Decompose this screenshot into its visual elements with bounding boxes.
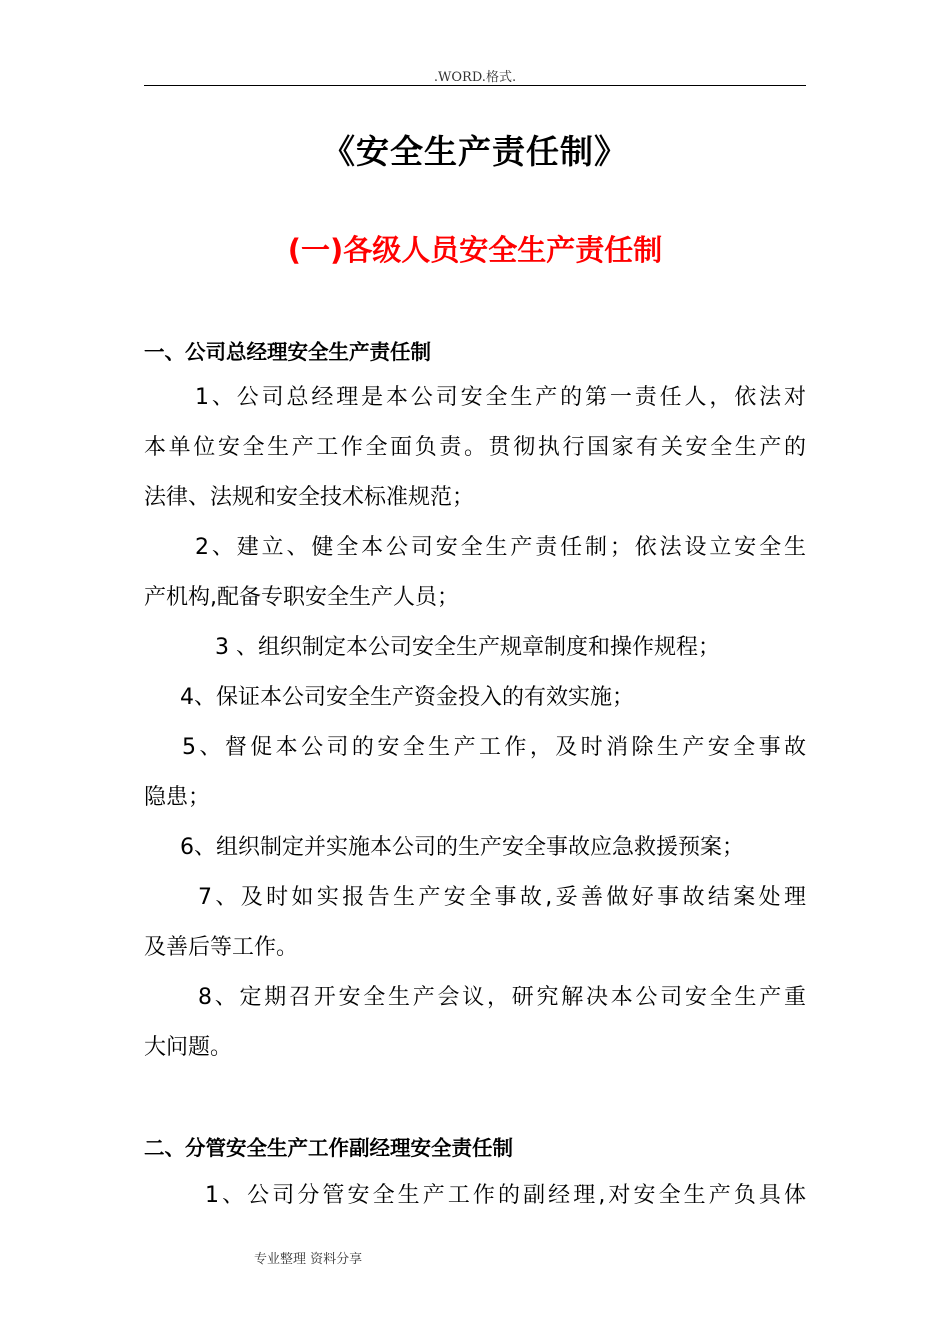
- paragraph-line: 法律、法规和安全技术标准规范；: [144, 485, 475, 510]
- paragraph-line: 产机构,配备专职安全生产人员；: [144, 585, 459, 610]
- paragraph-line: 2、建立、健全本公司安全生产责任制；依法设立安全生: [195, 535, 806, 560]
- paragraph-line: 3 、组织制定本公司安全生产规章制度和操作规程；: [215, 635, 720, 660]
- paragraph-line: 1、公司总经理是本公司安全生产的第一责任人，依法对: [195, 385, 806, 410]
- header-divider: [144, 85, 806, 86]
- paragraph-line: 本单位安全生产工作全面负责。贯彻执行国家有关安全生产的: [144, 435, 806, 460]
- paragraph-line: 8、定期召开安全生产会议，研究解决本公司安全生产重: [198, 985, 806, 1010]
- page-footer: 专业整理 资料分享: [254, 1252, 363, 1267]
- section-title: (一)各级人员安全生产责任制: [287, 233, 663, 267]
- paragraph-line: 隐患；: [144, 785, 211, 810]
- paragraph-line: 4、保证本公司安全生产资金投入的有效实施；: [180, 685, 634, 710]
- paragraph-line: 6、组织制定并实施本公司的生产安全事故应急救援预案；: [180, 835, 744, 860]
- paragraph-line: 大问题。: [144, 1035, 233, 1060]
- part2-heading: 二、分管安全生产工作副经理安全责任制: [144, 1136, 513, 1160]
- paragraph-line: 1、公司分管安全生产工作的副经理,对安全生产负具体: [205, 1183, 806, 1208]
- paragraph-line: 及善后等工作。: [144, 935, 299, 960]
- page-header: .WORD.格式.: [433, 70, 517, 85]
- part1-heading: 一、公司总经理安全生产责任制: [144, 340, 431, 364]
- document-title: 《安全生产责任制》: [322, 132, 628, 171]
- paragraph-line: 7、及时如实报告生产安全事故,妥善做好事故结案处理: [198, 885, 806, 910]
- paragraph-line: 5、督促本公司的安全生产工作，及时消除生产安全事故: [182, 735, 806, 760]
